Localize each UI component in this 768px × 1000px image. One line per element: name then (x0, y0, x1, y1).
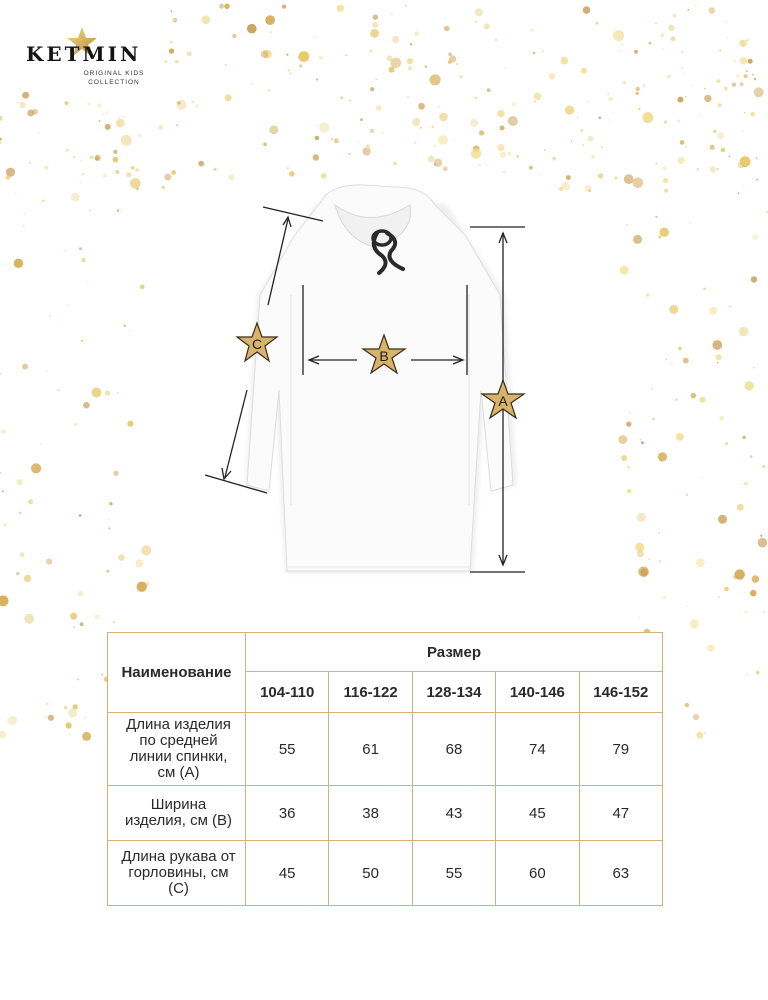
star-label-a-text: A (498, 393, 508, 409)
row-label: Ширина изделия, см (В) (108, 786, 246, 841)
size-chart-table (107, 632, 663, 906)
name-column-header: Наименование (108, 633, 246, 713)
row-label: Длина рукава от горловины, см (С) (108, 841, 246, 906)
table-cell: 63 (579, 841, 662, 906)
table-cell: 74 (496, 713, 579, 786)
table-row (108, 841, 663, 906)
hoodie-garment (247, 185, 513, 571)
hoodie-measurement-diagram (195, 175, 565, 595)
table-cell: 36 (246, 786, 329, 841)
star-label-b-text: B (379, 348, 389, 364)
table-cell: 38 (329, 786, 412, 841)
table-row (108, 786, 663, 841)
brand-name: KETMIN (26, 42, 142, 66)
size-header-cell: 128-134 (412, 672, 495, 713)
table-cell: 50 (329, 841, 412, 906)
row-label: Длина изделия по средней линии спинки, см (А) (108, 713, 246, 786)
table-cell: 47 (579, 786, 662, 841)
size-column-header: Размер (246, 633, 663, 672)
table-cell: 68 (412, 713, 495, 786)
table-cell: 55 (246, 713, 329, 786)
brand-tagline-line2: COLLECTION (88, 79, 140, 86)
table-cell: 45 (246, 841, 329, 906)
table-row (108, 713, 663, 786)
table-cell: 61 (329, 713, 412, 786)
brand-logo (24, 26, 164, 90)
star-label-c-text: C (251, 336, 263, 352)
brand-tagline-line1: ORIGINAL KIDS (83, 70, 145, 77)
size-header-cell: 146-152 (579, 672, 662, 713)
size-header-cell: 140-146 (496, 672, 579, 713)
size-header-cell: 104-110 (246, 672, 329, 713)
table-cell: 79 (579, 713, 662, 786)
table-cell: 45 (496, 786, 579, 841)
table-cell: 55 (412, 841, 495, 906)
table-cell: 43 (412, 786, 495, 841)
table-cell: 60 (496, 841, 579, 906)
size-header-cell: 116-122 (329, 672, 412, 713)
